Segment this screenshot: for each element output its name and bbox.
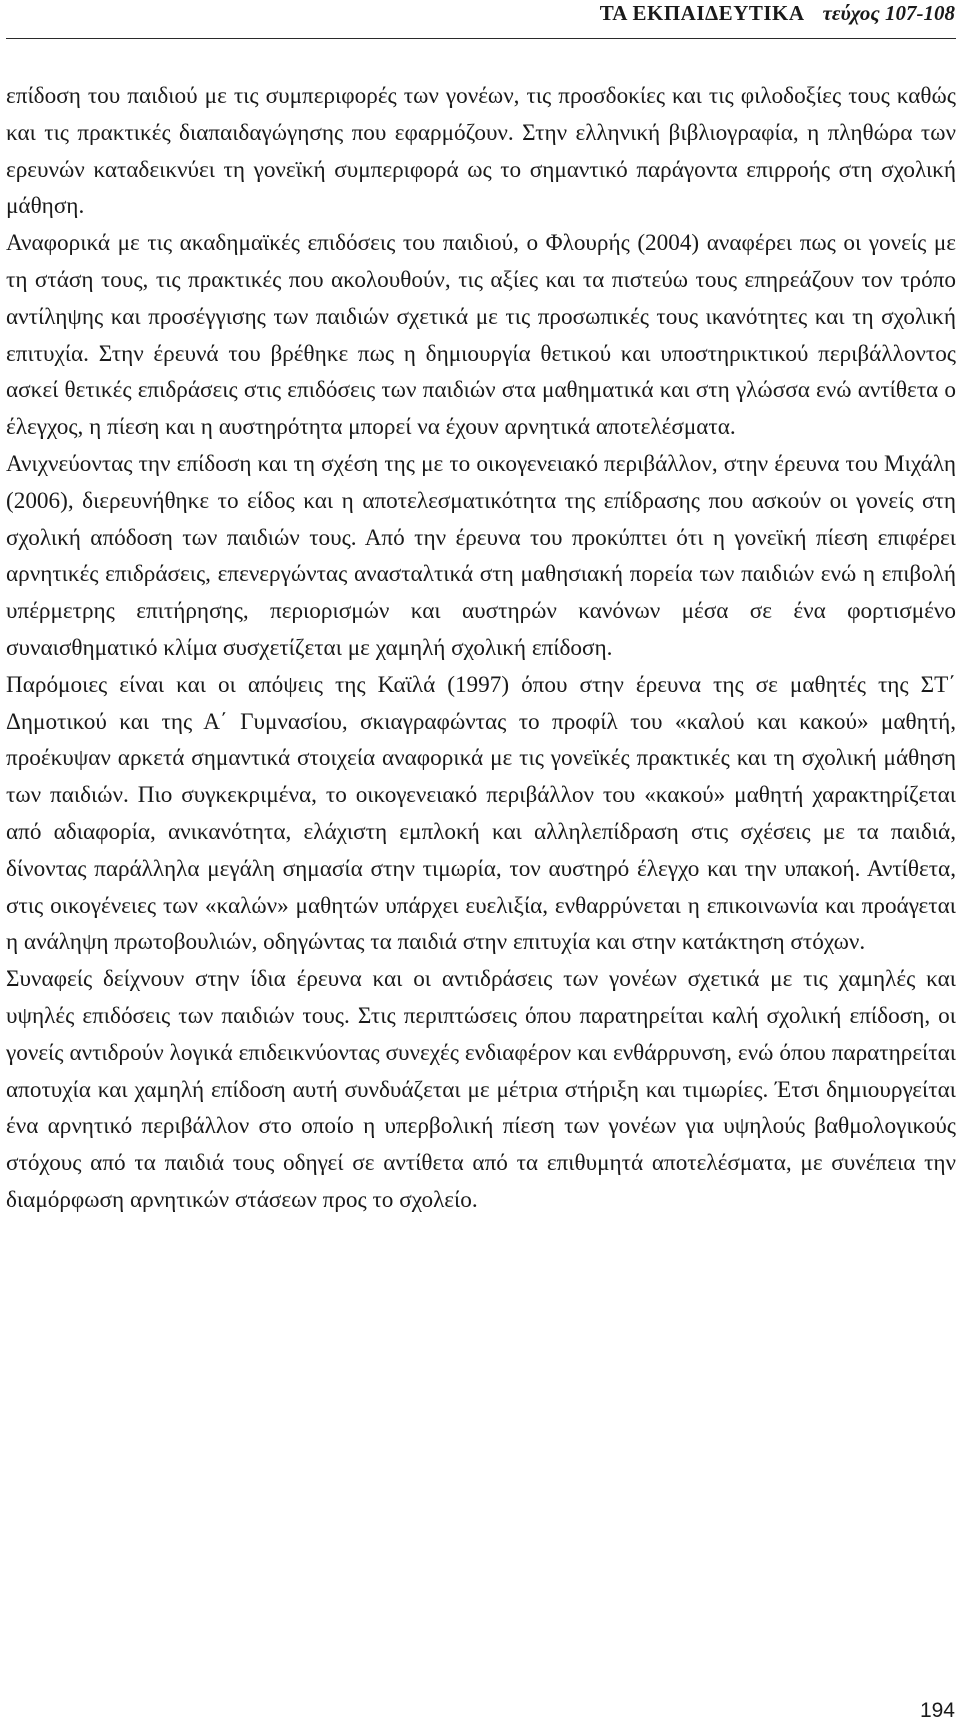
page-number: 194 [919,1699,955,1722]
paragraph-2: Αναφορικά με τις ακαδημαϊκές επιδόσεις του παιδιού, ο Φλουρής (2004) αναφέρει πως οι γονείς με τη στάση τους, τις πρακτικές που ακολουθούν, τις αξίες και τα πιστεύω τους επηρεάζουν τον τρόπο αντίληψης και προσέγγισης των παιδιών σχετικά με τις προσωπικές τους ικανότητες και τη σχολική επιτυχία. Στην έρευνά του βρέθηκε πως η δημιουργία θετικού και υποστηρικτικού περιβάλλοντος ασκεί θετικές επιδράσεις στις επιδόσεις των παιδιών στα μαθηματικά και στη γλώσσα ενώ αντίθετα ο έλεγχος, η πίεση και η αυστηρότητα μπορεί να έχουν αρνητικά αποτελέσματα. [6,230,956,441]
paragraph-5: Συναφείς δείχνουν στην ίδια έρευνα και οι αντιδράσεις των γονέων σχετικά με τις χαμηλές και υψηλές επιδόσεις των παιδιών τους. Στις περιπτώσεις όπου παρατηρείται καλή σχολική επίδοση, οι γονείς αντιδρούν λογικά επιδεικνύοντας συνεχές ενδιαφέρον και ενθάρρυνση, ενώ όπου παρατηρείται αποτυχία και χαμηλή επίδοση αυτή συνδυάζεται με μέτρια στήριξη και τιμωρίες. Έτσι δημιουργείται ένα αρνητικό περιβάλλον στο οποίο η υπερβολική πίεση των γονέων για υψηλούς βαθμολογικούς στόχους από τα παιδιά τους οδηγεί σε αντίθετα από τα επιθυμητά αποτελέσματα, με συνέπεια την διαμόρφωση αρνητικών στάσεων προς το σχολείο. [6,966,956,1213]
body-text [6,78,956,1219]
paragraph-3: Ανιχνεύοντας την επίδοση και τη σχέση της με το οικογενειακό περιβάλλον, στην έρευνα του Μιχάλη (2006), διερευνήθηκε το είδος και η αποτελεσματικότητα της επίδρασης που ασκούν οι γονείς στη σχολική απόδοση των παιδιών τους. Από την έρευνα του προκύπτει ότι η γονεϊκή πίεση επιφέρει αρνητικές επιδράσεις, επενεργώντας ανασταλτικά στη μαθησιακή πορεία των παιδιών ενώ η επιβολή υπέρμετρης επιτήρησης, περιορισμών και αυστηρών κανόνων μέσα σε ένα φορτισμένο συναισθηματικό κλίμα συσχετίζεται με χαμηλή σχολική επίδοση. [6,450,956,661]
header-rule [6,38,956,39]
paragraph-1: επίδοση του παιδιού με τις συμπεριφορές των γονέων, τις προσδοκίες και τις φιλοδοξίες τους καθώς και τις πρακτικές διαπαιδαγώγησης που εφαρμόζουν. Στην ελληνική βιβλιογραφία, η πληθώρα των ερευνών καταδεικνύει τη γονεϊκή συμπεριφορά ως το σημαντικό παράγοντα επιρροής στη σχολική μάθηση. [6,83,956,220]
issue-number: τεύχος 107-108 [822,1,955,25]
running-header [600,0,955,26]
journal-title: ΤΑ ΕΚΠΑΙΔΕΥΤΙΚΑ [599,1,805,25]
paragraph-4: Παρόμοιες είναι και οι απόψεις της Καϊλά (1997) όπου στην έρευνα της σε μαθητές της ΣΤ΄ Δημοτικού και της Α΄ Γυμνασίου, σκιαγραφώντας το προφίλ του «καλού και κακού» μαθητή, προέκυψαν αρκετά σημαντικά στοιχεία αναφορικά με τις γονεϊκές πρακτικές και τη σχολική μάθηση των παιδιών. Πιο συγκεκριμένα, το οικογενειακό περιβάλλον του «κακού» μαθητή χαρακτηρίζεται από αδιαφορία, ανικανότητα, ελάχιστη εμπλοκή και αλληλεπίδραση στις σχέσεις με τα παιδιά, δίνοντας παράλληλα μεγάλη σημασία στην τιμωρία, τον αυστηρό έλεγχο και την υπακοή. Αντίθετα, στις οικογένειες των «καλών» μαθητών υπάρχει ευελιξία, ενθαρρύνεται η επικοινωνία και προάγεται η ανάληψη πρωτοβουλιών, οδηγώντας τα παιδιά στην επιτυχία και στην κατάκτηση στόχων. [6,671,956,956]
